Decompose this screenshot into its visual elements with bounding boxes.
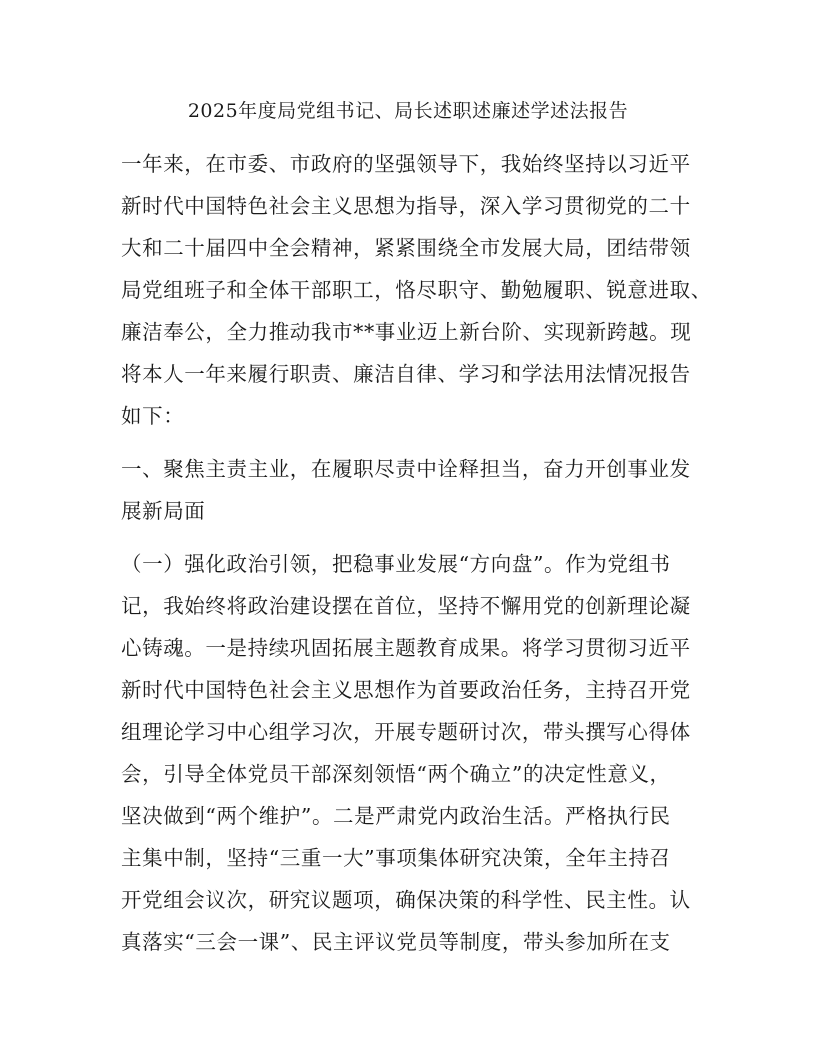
body-line-1: 一年来，在市委、市政府的坚强领导下，我始终坚持以习近平 [121, 152, 691, 176]
body-line-8: （一）强化政治引领，把稳事业发展“方向盘”。作为党组书 [121, 552, 671, 576]
body-line-10: 心铸魂。一是持续巩固拓展主题教育成果。将学习贯彻习近平 [121, 636, 691, 660]
body-line-9: 记，我始终将政治建设摆在首位，坚持不懈用党的创新理论凝 [121, 594, 691, 618]
body-line-14: 坚决做到“两个维护”。二是严肃党内政治生活。严格执行民 [121, 804, 671, 828]
body-line-13: 会，引导全体党员干部深刻领悟“两个确立”的决定性意义， [121, 762, 671, 786]
body-line-5: 廉洁奉公，全力推动我市**事业迈上新台阶、实现新跨越。现 [121, 320, 692, 344]
section-heading-line-2: 展新局面 [121, 499, 206, 523]
body-line-7: 如下： [121, 404, 185, 428]
body-line-6: 将本人一年来履行职责、廉洁自律、学习和学法用法情况报告 [121, 362, 691, 386]
body-line-16: 开党组会议次，研究议题项，确保决策的科学性、民主性。认 [121, 888, 691, 912]
document-title: 2025年度局党组书记、局长述职述廉述学述法报告 [187, 100, 629, 122]
body-line-2: 新时代中国特色社会主义思想为指导，深入学习贯彻党的二十 [121, 194, 691, 218]
body-line-3: 大和二十届四中全会精神，紧紧围绕全市发展大局，团结带领 [121, 236, 691, 260]
section-heading-line-1: 一、聚焦主责主业，在履职尽责中诠释担当，奋力开创事业发 [121, 457, 691, 481]
body-line-15: 主集中制，坚持“三重一大”事项集体研究决策，全年主持召 [121, 846, 671, 870]
body-line-12: 组理论学习中心组学习次，开展专题研讨次，带头撰写心得体 [121, 720, 691, 744]
body-line-11: 新时代中国特色社会主义思想作为首要政治任务，主持召开党 [121, 678, 691, 702]
body-line-4: 局党组班子和全体干部职工，恪尽职守、勤勉履职、锐意进取、 [121, 278, 712, 302]
body-line-17: 真落实“三会一课”、民主评议党员等制度，带头参加所在支 [121, 930, 671, 954]
